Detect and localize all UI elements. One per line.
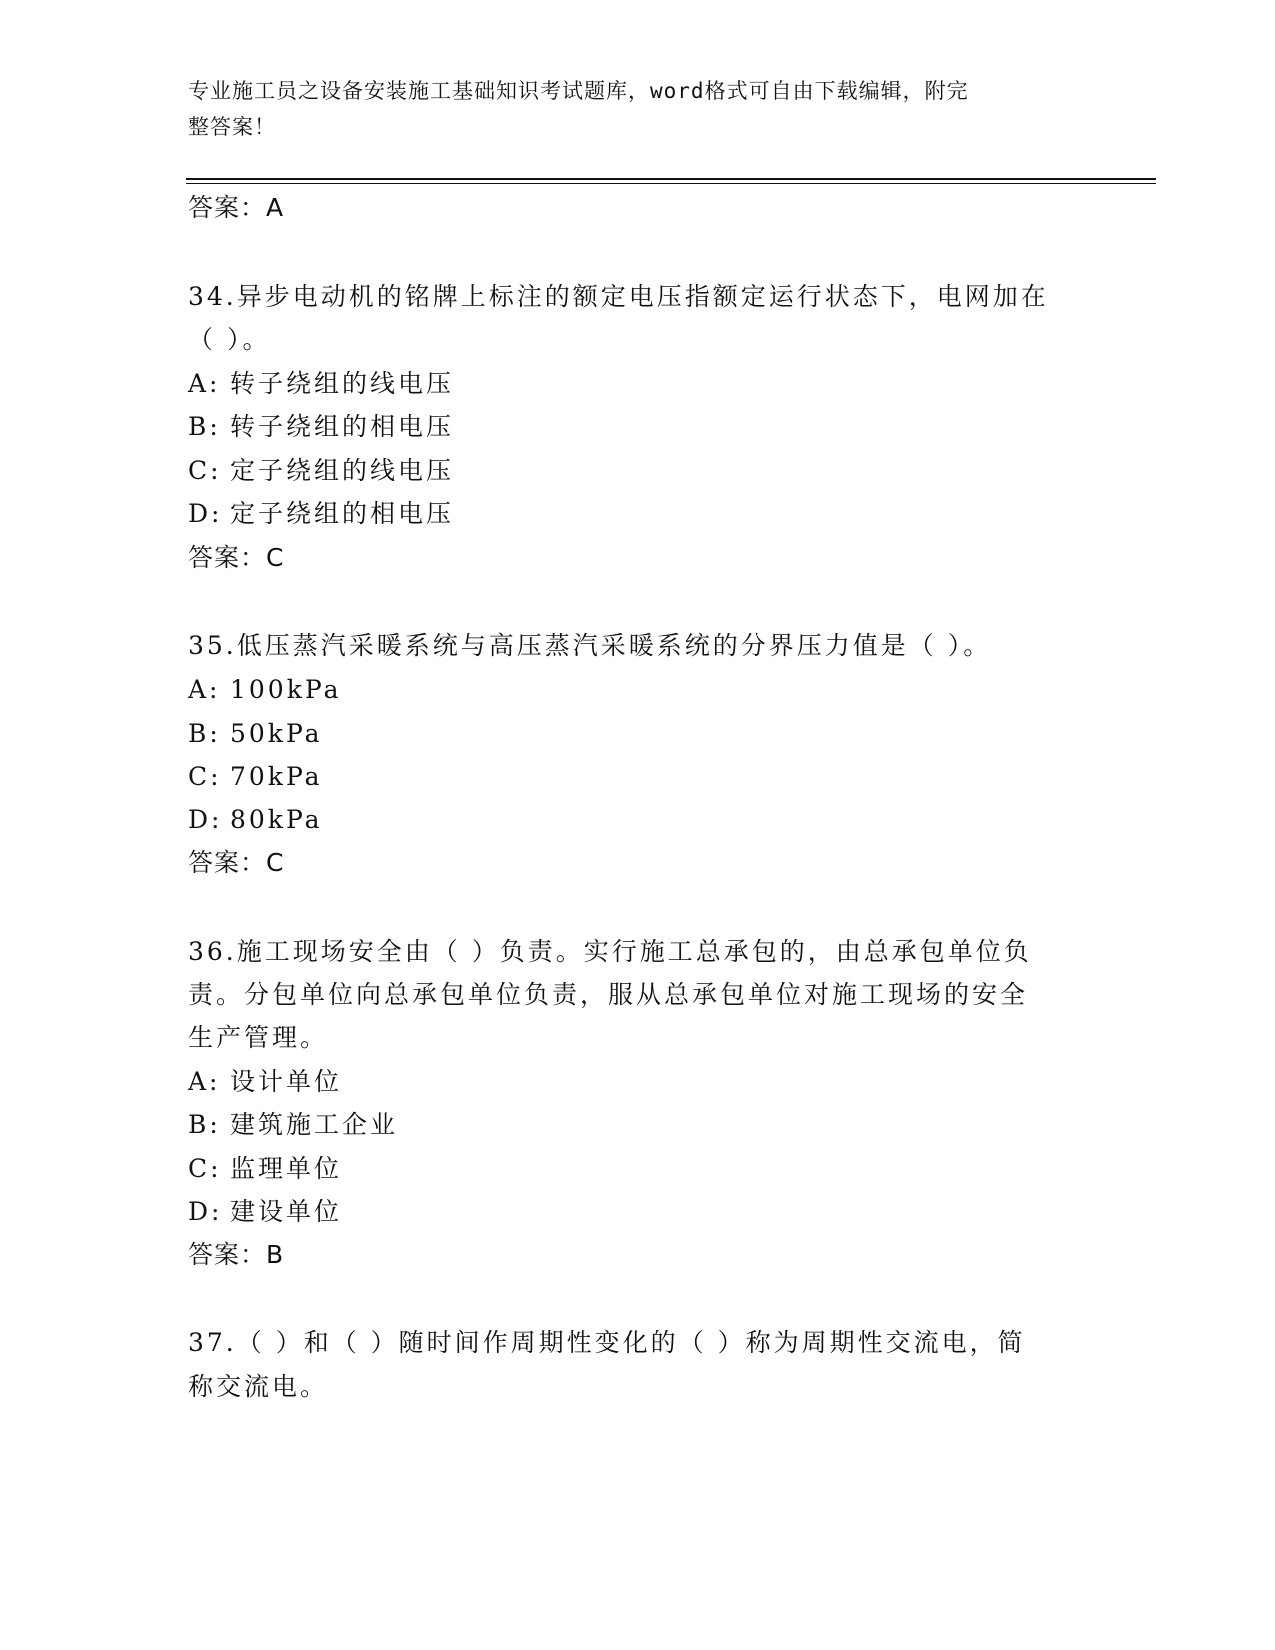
option-label: D:	[188, 1197, 223, 1226]
option-text: 设计单位	[230, 1067, 343, 1096]
question-34-answer: 答案：C	[188, 543, 285, 572]
question-34-line-1: 34.异步电动机的铭牌上标注的额定电压指额定运行状态下，电网加在	[188, 282, 1049, 311]
question-35-option-b	[188, 718, 323, 750]
question-34-option-d	[188, 498, 454, 530]
document-header	[188, 73, 1078, 145]
option-label: B:	[188, 412, 221, 441]
header-divider-thin	[186, 183, 1156, 184]
question-34-option-a	[188, 368, 454, 400]
question-34-option-c	[188, 455, 454, 487]
question-34-option-b	[188, 411, 454, 443]
question-36-option-a	[188, 1066, 342, 1098]
option-text: 100kPa	[230, 675, 342, 704]
option-text: 50kPa	[230, 719, 323, 748]
question-35-option-d	[188, 804, 323, 836]
option-text: 转子绕组的线电压	[230, 369, 455, 398]
option-label: B:	[188, 719, 221, 748]
question-36-line-1: 36.施工现场安全由（ ）负责。实行施工总承包的，由总承包单位负	[188, 937, 1032, 966]
option-text: 定子绕组的相电压	[230, 499, 455, 528]
question-36-option-d	[188, 1196, 342, 1228]
question-36-option-c	[188, 1153, 342, 1185]
option-text: 80kPa	[230, 805, 323, 834]
question-35-line-1: 35.低压蒸汽采暖系统与高压蒸汽采暖系统的分界压力值是（ ）。	[188, 631, 992, 660]
header-divider-thick	[186, 178, 1156, 180]
option-text: 监理单位	[230, 1154, 343, 1183]
answer-previous: 答案：A	[188, 193, 285, 222]
question-35-option-a	[188, 674, 341, 706]
option-text: 70kPa	[230, 762, 323, 791]
option-label: C:	[188, 1154, 222, 1183]
option-label: C:	[188, 456, 222, 485]
option-label: C:	[188, 762, 222, 791]
option-text: 转子绕组的相电压	[230, 412, 455, 441]
option-label: D:	[188, 499, 223, 528]
option-text: 建筑施工企业	[230, 1110, 399, 1139]
question-37-line-2: 称交流电。	[188, 1372, 329, 1401]
option-label: A:	[188, 1067, 221, 1096]
question-36-option-b	[188, 1109, 398, 1141]
question-35-answer: 答案：C	[188, 848, 285, 877]
option-text: 定子绕组的线电压	[230, 456, 455, 485]
question-37-line-1: 37.（ ）和（ ）随时间作周期性变化的（ ）称为周期性交流电，简	[188, 1328, 1026, 1357]
option-label: D:	[188, 805, 223, 834]
question-36-answer: 答案：B	[188, 1240, 285, 1269]
header-line-2: 整答案！	[188, 115, 276, 139]
option-label: A:	[188, 675, 221, 704]
question-34-line-2: （ ）。	[188, 325, 271, 354]
option-text: 建设单位	[230, 1197, 343, 1226]
question-36-line-2: 责。分包单位向总承包单位负责，服从总承包单位对施工现场的安全	[188, 980, 1029, 1009]
header-line-1: 专业施工员之设备安装施工基础知识考试题库，word格式可自由下载编辑，附完	[188, 79, 969, 103]
question-35-option-c	[188, 761, 323, 793]
option-label: A:	[188, 369, 221, 398]
question-36-line-3: 生产管理。	[188, 1023, 329, 1052]
option-label: B:	[188, 1110, 221, 1139]
